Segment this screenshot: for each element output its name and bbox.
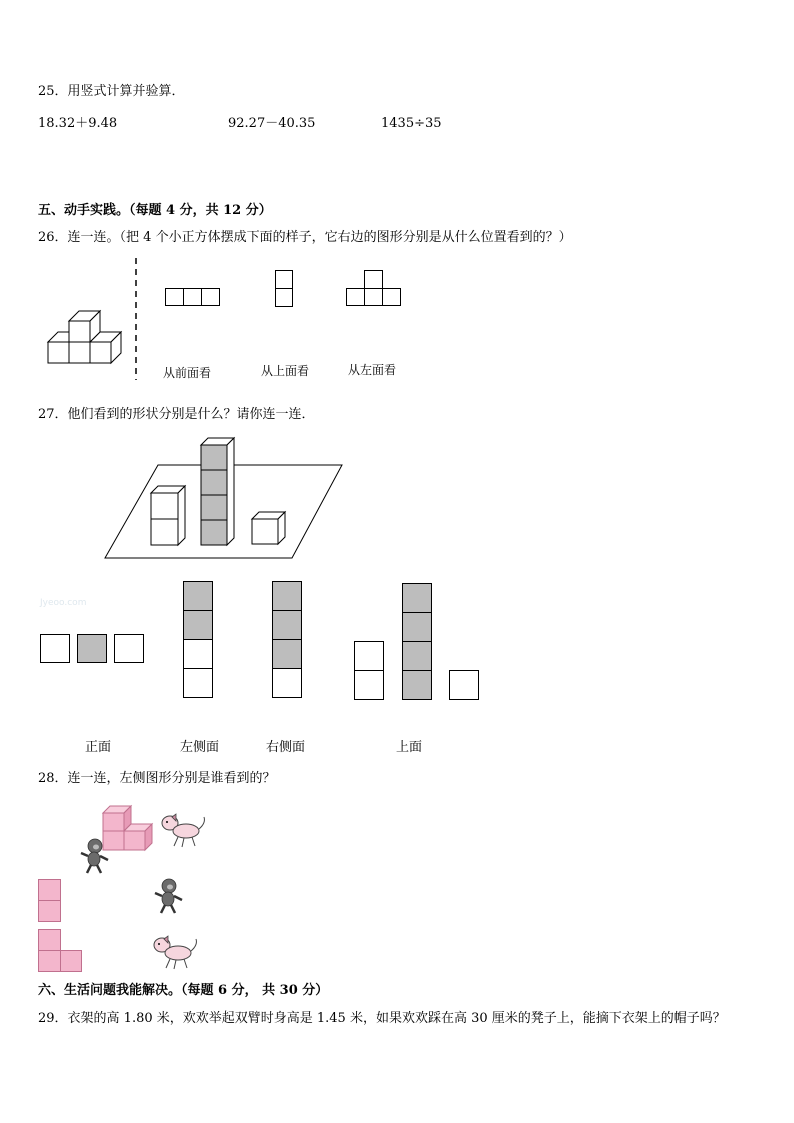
q27-shape-front-cell xyxy=(114,634,144,663)
q28-shape-2-cell xyxy=(38,950,61,972)
view-shape-c-cell xyxy=(346,288,365,306)
view-shape-b-cell xyxy=(275,288,293,307)
q27-shape-top-cell xyxy=(402,641,432,671)
q27-label-top: 上面 xyxy=(396,740,423,755)
q27-shape-front-cell xyxy=(40,634,70,663)
dog-icon xyxy=(152,935,200,971)
q27-shape-top-cell xyxy=(402,612,432,642)
q27-label-left: 左侧面 xyxy=(180,740,220,755)
view-shape-a-cell xyxy=(183,288,202,306)
q26-label-left: 从左面看 xyxy=(348,363,397,377)
q27-label-front: 正面 xyxy=(85,740,112,755)
cube-stack-figure xyxy=(40,300,130,370)
view-shape-a-cell xyxy=(165,288,184,306)
q27-shape-left-cell xyxy=(183,668,213,698)
q26-label-front: 从前面看 xyxy=(163,366,212,380)
q27-shape-left-cell xyxy=(183,581,213,611)
view-shape-a-cell xyxy=(201,288,220,306)
view-shape-b-cell xyxy=(275,270,293,289)
view-shape-c-cell xyxy=(364,288,383,306)
q28-shape-2-cell xyxy=(38,929,61,951)
q27-shape-right-cell xyxy=(272,581,302,611)
monkey-icon xyxy=(78,838,112,874)
q27-shape-right-cell xyxy=(272,668,302,698)
q27-shape-top-cell xyxy=(402,583,432,613)
q27-shape-front-cell xyxy=(77,634,107,663)
q25-expr-1: 18.32＋9.48 xyxy=(38,116,118,131)
q27-shape-top-cell xyxy=(449,670,479,700)
q26-title: 26．连一连。（把 4 个小正方体摆成下面的样子，它右边的图形分别是从什么位置看到的？） xyxy=(38,230,572,245)
q27-shape-left-cell xyxy=(183,639,213,669)
q27-shape-top-cell xyxy=(402,670,432,700)
q27-shape-right-cell xyxy=(272,639,302,669)
section-5-heading: 五、动手实践。（每题 4 分，共 12 分） xyxy=(38,203,272,218)
monkey-icon xyxy=(152,878,186,914)
view-shape-c-cell xyxy=(382,288,401,306)
q27-scene xyxy=(100,430,350,565)
q28-shape-1-cell xyxy=(38,879,61,901)
q27-shape-left-cell xyxy=(183,610,213,640)
q29-title: 29．衣架的高 1.80 米，欢欢举起双臂时身高是 1.45 米，如果欢欢踩在高 30 厘米的凳子上，能摘下衣架上的帽子吗？ xyxy=(38,1011,726,1026)
q25-expr-2: 92.27－40.35 xyxy=(228,116,316,131)
q27-label-right: 右侧面 xyxy=(266,740,306,755)
section-6-heading: 六、生活问题我能解决。（每题 6 分， 共 30 分） xyxy=(38,983,329,998)
q27-shape-right-cell xyxy=(272,610,302,640)
q27-shape-top-cell xyxy=(354,641,384,671)
dog-icon xyxy=(160,813,208,849)
q27-title: 27．他们看到的形状分别是什么？请你连一连． xyxy=(38,407,315,422)
q25-title: 25．用竖式计算并验算． xyxy=(38,84,185,99)
view-shape-c-cell xyxy=(364,270,383,289)
q28-shape-2-cell xyxy=(60,950,82,972)
q26-label-top: 从上面看 xyxy=(261,364,310,378)
watermark: Jyeoo.com xyxy=(40,598,87,608)
q27-shape-top-cell xyxy=(354,670,384,700)
q25-expr-3: 1435÷35 xyxy=(381,116,442,131)
q28-title: 28．连一连，左侧图形分别是谁看到的？ xyxy=(38,771,276,786)
dashed-divider xyxy=(134,258,138,380)
q28-shape-1-cell xyxy=(38,900,61,922)
